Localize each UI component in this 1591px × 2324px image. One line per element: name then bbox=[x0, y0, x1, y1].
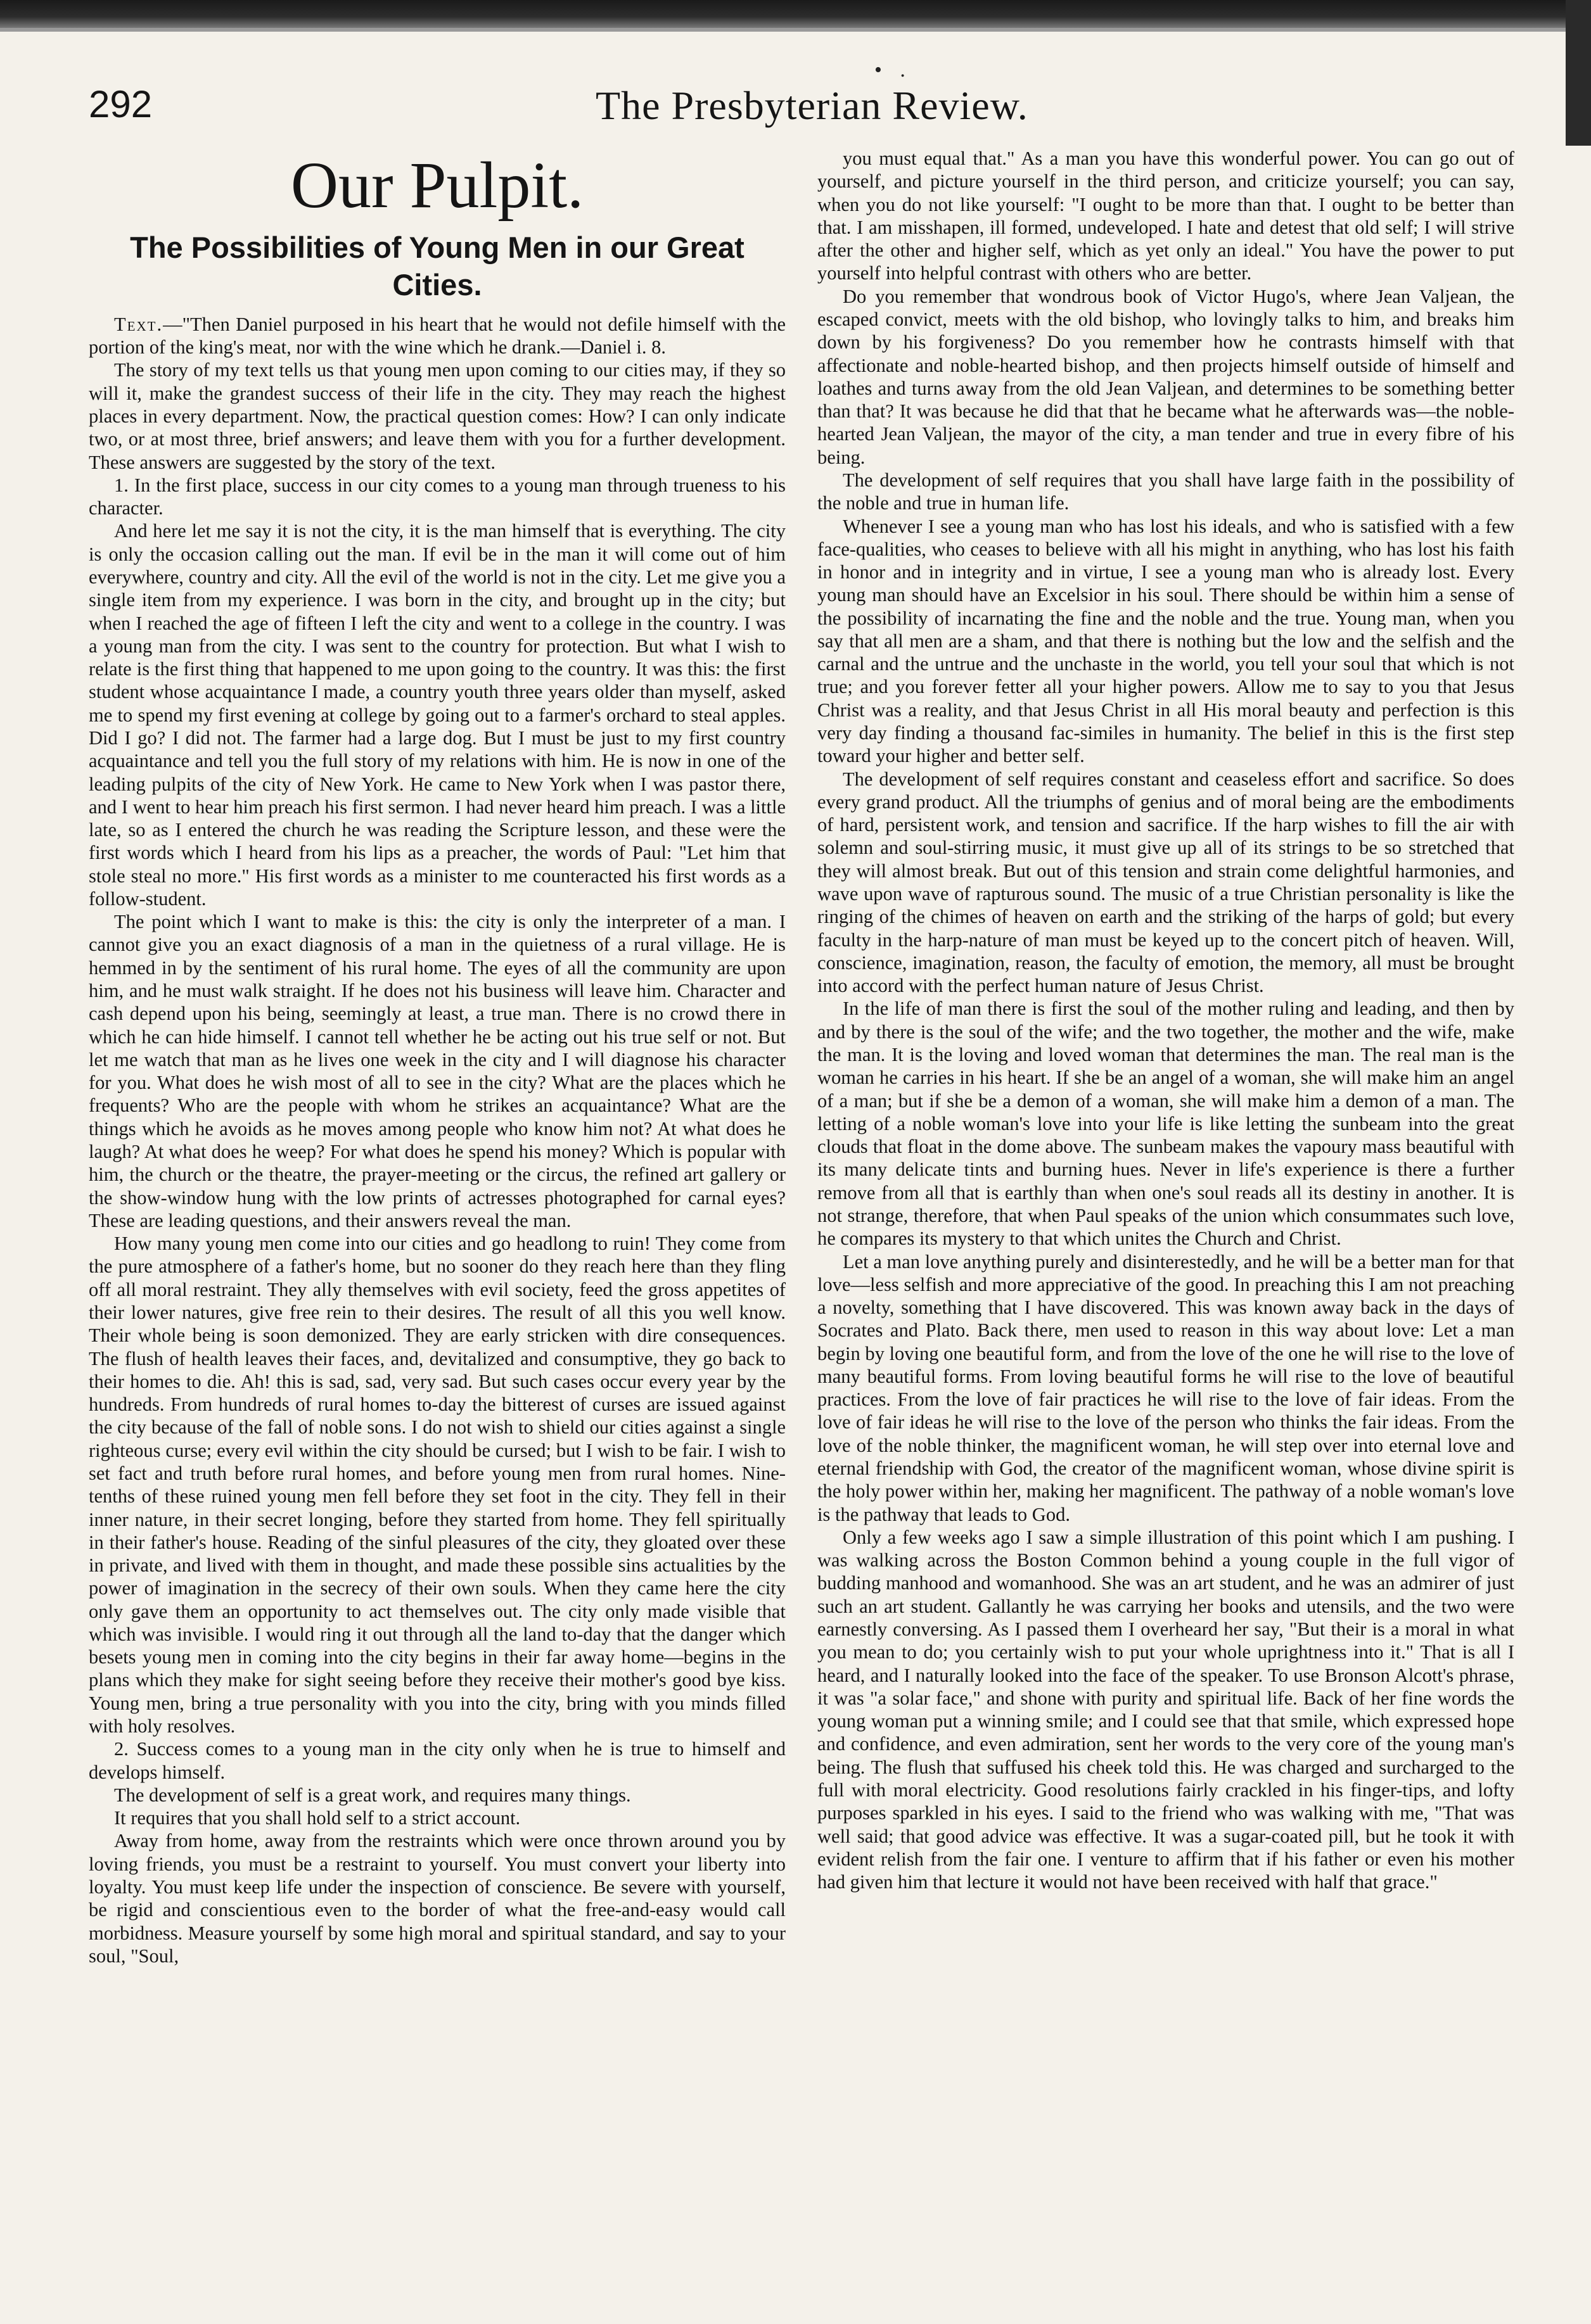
paragraph: The development of self requires constant and ceaseless effort and sacrifice. So does every grand product. All the triumphs of genius and of moral being are the embodiments of hard, persistent work, and tension and sacrifice. If the harp wishes to fill the air with solemn and soul-stirring music, it must give up all of its strings to be so stretched that they will almost break. But out of this tension and strain come delightful harmonies, and wave upon wave of rapturous sound. The music of a true Christian personality is like the ringing of the chimes of heaven on earth and the striking of the harps of gold; but every faculty in the harp-nature of man must be keyed up to the concert pitch of heaven. Will, conscience, imagination, reason, the faculty of emotion, the memory, all must be brought into accord with the perfect human nature of Jesus Christ. bbox=[817, 768, 1514, 997]
paragraph: It requires that you shall hold self to a strict account. bbox=[114, 1807, 521, 1829]
left-column bbox=[89, 147, 786, 1967]
paragraph: Let a man love anything purely and disinterestedly, and he will be a better man for that love—less selfish and more appreciative of the good. In preaching this I am not preaching a novelty, something that I have discovered. This was known away back in the days of Socrates and Plato. Back there, men used to reason in this way about love: Let a man begin by loving one beautiful form, and from the love of the one he will rise to the love of many beautiful forms. From loving beautiful forms he will rise to the love of beautiful practices. From the love of fair practices he will rise to the love of fair ideas. From the love of fair ideas he will rise to the love of the person who thinks the fair ideas. From the love of the noble thinker, the magnificent woman, he will step over into eternal love and eternal friendship with God, the creator of the magnificent woman, whose divine spirit is the holy power within her, making her magnificent. The pathway of a noble woman's love is the pathway that leads to God. bbox=[817, 1250, 1514, 1525]
paragraph: Only a few weeks ago I saw a simple illustration of this point which I am pushing. I was walking across the Boston Common behind a young couple in the full vigor of budding manhood and womanhood. She was an art student, and he was an admirer of just such an art student. Gallantly he was carrying her books and utensils, and the two were earnestly conversing. As I passed them I overheard her say, "But their is a moral in what you mean to do; you certainly wish to put your whole uprightness into it." That is all I heard, and I naturally looked into the face of the speaker. To use Bronson Alcott's phrase, it was "a solar face," and shone with purity and spiritual life. Back of her fine words the young woman put a winning smile; and I could see that that smile, which expressed hope and confidence, and even admiration, sent her words to the very core of the young man's being. The flush that suffused his cheek told this. He was charged and surcharged to the full with moral electricity. Good resolutions fairly crackled in his finger-tips, and lofty purposes sparkled in his eyes. I said to the friend who was walking with me, "That was well said; that good advice was effective. It was a sugar-coated pill, but he took it with evident relish from the fair one. I venture to affirm that if his father or even his mother had given him that lecture it would not have been received with half that grace." bbox=[817, 1526, 1514, 1893]
paragraph: In the life of man there is first the soul of the mother ruling and leading, and then by and by there is the soul of the wife; and the two together, the mother and the wife, make the man. It is the loving and loved woman that determines the man. The real man is the woman he carries in his heart. If she be an angel of a woman, she will make him an angel of a man; but if she be a demon of a woman, she will make him a demon of a man. The letting of a noble woman's love into your life is like letting the sunbeam into the great clouds that float in the dome above. The sunbeam makes the vapoury mass beautiful with its many delicate tints and burning hues. Never in life's experience is there a further remove from all that is earthly than when one's soul reads all its destiny in another. It is not strange, therefore, that when Paul speaks of the union which consummates such love, he compares its mystery to that which unites the Church and Christ. bbox=[817, 998, 1514, 1250]
paragraph: The development of self is a great work, and requires many things. bbox=[114, 1784, 631, 1806]
paragraph: Do you remember that wondrous book of Victor Hugo's, where Jean Valjean, the escaped convict, meets with the old bishop, who lovingly talks to him, and breaks him down by his forgiveness? Do you remember how he contrasts himself with that affectionate and noble-hearted bishop, and then projects himself outside of himself and loathes and turns away from the old Jean Valjean, and determines to be something better than that? It was because he did that that he became what he afterwards was—the noble-hearted Jean Valjean, the mayor of the city, a man tender and true in every fibre of his being. bbox=[817, 285, 1514, 468]
paragraph: The story of my text tells us that young men upon coming to our cities may, if they so will it, make the grandest success of their life in the city. They may reach the highest places in every department. Now, the practical question comes: How? I can only indicate two, or at most three, brief answers; and leave them with you for a further development. These answers are suggested by the story of the text. bbox=[89, 359, 786, 473]
paragraph: 2. Success comes to a young man in the city only when he is true to himself and develops himself. bbox=[89, 1738, 786, 1783]
page-number: 292 bbox=[89, 83, 153, 125]
page-header bbox=[89, 82, 1502, 133]
paragraph: The development of self requires that you shall have large faith in the possibility of the noble and true in human life. bbox=[817, 469, 1514, 514]
article-title: The Possibilities of Young Men in our Great Cities. bbox=[130, 231, 744, 302]
paragraph: Whenever I see a young man who has lost his ideals, and who is satisfied with a few face-qualities, who ceases to believe with all his might in anything, who has lost his faith in honor and in integrity and in virtue, I see a young man who is already lost. Every young man should have an Excelsior in his soul. There should be within him a sense of the possibility of incarnating the fine and the noble and the true. Young man, when you say that all men are a sham, and that there is nothing but the low and the selfish and the carnal and the untrue and the unchaste in the world, you tell your soul that which is not true; and you forever fetter all your higher powers. Allow me to say to you that Jesus Christ was a reality, and that Jesus Christ in all His moral beauty and perfection is this very day finding a thousand fac-similes in humanity. The belief in this is the first step toward your higher and better self. bbox=[817, 515, 1514, 767]
text-label: Text. bbox=[114, 313, 163, 335]
right-column bbox=[817, 147, 1514, 1893]
paragraph: you must equal that." As a man you have this wonderful power. You can go out of yourself, and picture yourself in the third person, and criticize yourself; you can say, when you do not like yourself: "I ought to be more than that. I ought to be better than that. I am misshapen, ill formed, undeveloped. I hate and detest that old self; I will strive after the other and higher self, which as yet only an ideal." You have the power to put yourself into helpful contrast with others who are better. bbox=[817, 148, 1514, 284]
section-title: Our Pulpit. bbox=[290, 149, 584, 222]
paragraph: The point which I want to make is this: the city is only the interpreter of a man. I cannot give you an exact diagnosis of a man in the quietness of a rural village. He is hemmed in by the sentiment of his rural home. The eyes of all the community are upon him, and he must walk straight. If he does not his business will leave him. Character and cash depend upon his being, seemingly at least, a true man. There is no crowd there in which he can hide himself. I cannot tell whether he be acting out his true self or not. But let me watch that man as he lives one week in the city and I will diagnose his character for you. What does he wish most of all to see in the city? What are the places which he frequents? Who are the people with whom he strikes an acquaintance? What are the things which he avoids as he moves among people who know him not? At what does he laugh? At what does he weep? For what does he spend his money? Which is popular with him, the church or the theatre, the prayer-meeting or the circus, the refined art gallery or the show-window hung with the low prints of actresses photographed for carnal eyes? These are leading questions, and their answers reveal the man. bbox=[89, 911, 786, 1231]
paragraph: 1. In the first place, success in our city comes to a young man through trueness to his character. bbox=[89, 474, 786, 519]
journal-title: The Presbyterian Review. bbox=[596, 83, 1028, 128]
top-printed-rule bbox=[0, 0, 1591, 28]
page-edge-mark bbox=[1566, 0, 1591, 146]
paragraph: Away from home, away from the restraints which were once thrown around you by loving friends, you must be a restraint to yourself. You must convert your liberty into loyalty. You must keep life under the inspection of conscience. Be severe with yourself, be rigid and conscientious even to the border of what the free-and-easy would call morbidness. Measure yourself by some high moral and spiritual standard, and say to your soul, "Soul, bbox=[89, 1830, 786, 1967]
paragraph: And here let me say it is not the city, it is the man himself that is everything. The city is only the occasion calling out the man. If evil be in the man it will come out of him everywhere, country and city. All the evil of the world is not in the city. Let me give you a single item from my experience. I was born in the city, and brought up in the city; but when I reached the age of fifteen I left the city and went to a college in the country. I was a young man from the city. I was sent to the country for protection. But what I wish to relate is the first thing that happened to me upon going to the country. It was this: the first student whose acquaintance I made, a country youth three years older than myself, asked me to spend my first evening at college by going out to a farmer's orchard to steal apples. Did I go? I did not. The farmer had a large dog. But I must be just to my first country acquaintance and tell you the full story of my relations with him. He is now in one of the leading pulpits of the city of New York. He came to New York when I was pastor there, and I went to hear him preach his first sermon. I had never heard him preach. I was a little late, so as I entered the church he was reading the Scripture lesson, and these were the first words which I heard from his lips as a preacher, the words of Paul: "Let him that stole steal no more." His first words as a minister to me counteracted his first words as a follow-student. bbox=[89, 520, 786, 910]
text-epigraph bbox=[89, 313, 786, 359]
ink-specks: • . bbox=[874, 58, 912, 82]
text-quote: —"Then Daniel purposed in his heart that he would not defile himself with the portion of the king's meat, nor with the wine which he drank.—Daniel i. 8. bbox=[89, 313, 786, 359]
paragraph: How many young men come into our cities and go headlong to ruin! They come from the pure atmosphere of a father's home, but no sooner do they reach here than they fling off all moral restraint. They ally themselves with evil society, feed the gross appetites of their lower natures, give free rein to their desires. The result of all this you well know. Their whole being is soon demonized. They are early stricken with dire consequences. The flush of health leaves their faces, and, devitalized and consumptive, they go back to their homes to die. Ah! this is sad, sad, very sad. But such cases occur every year by the hundreds. From hundreds of rural homes to-day the bitterest of curses are issued against the city because of the fall of noble sons. I do not wish to shield our cities against a single righteous curse; every evil within the city should be cursed; but I wish to be fair. I wish to set fact and truth before rural homes, and before young men from rural homes. Nine-tenths of these ruined young men fell before they set foot in the city. They fell in their inner nature, in their secret longing, before they started from home. They fell spiritually in their father's house. Reading of the sinful pleasures of the city, they gloated over these in private, and lived with them in thought, and made these possible sins actualities by the power of imagination in the secrecy of their own souls. When they came here the city only gave them an opportunity to act themselves out. The city only made visible that which was invisible. I would ring it out through all the land to-day that the danger which besets young men in coming into the city begins in their far away home—begins in the plans which they make for sight seeing before they receive their mother's good bye kiss. Young men, bring a true personality with you into the city, bring with you minds filled with holy resolves. bbox=[89, 1233, 786, 1737]
top-rule-shadow bbox=[0, 28, 1591, 32]
